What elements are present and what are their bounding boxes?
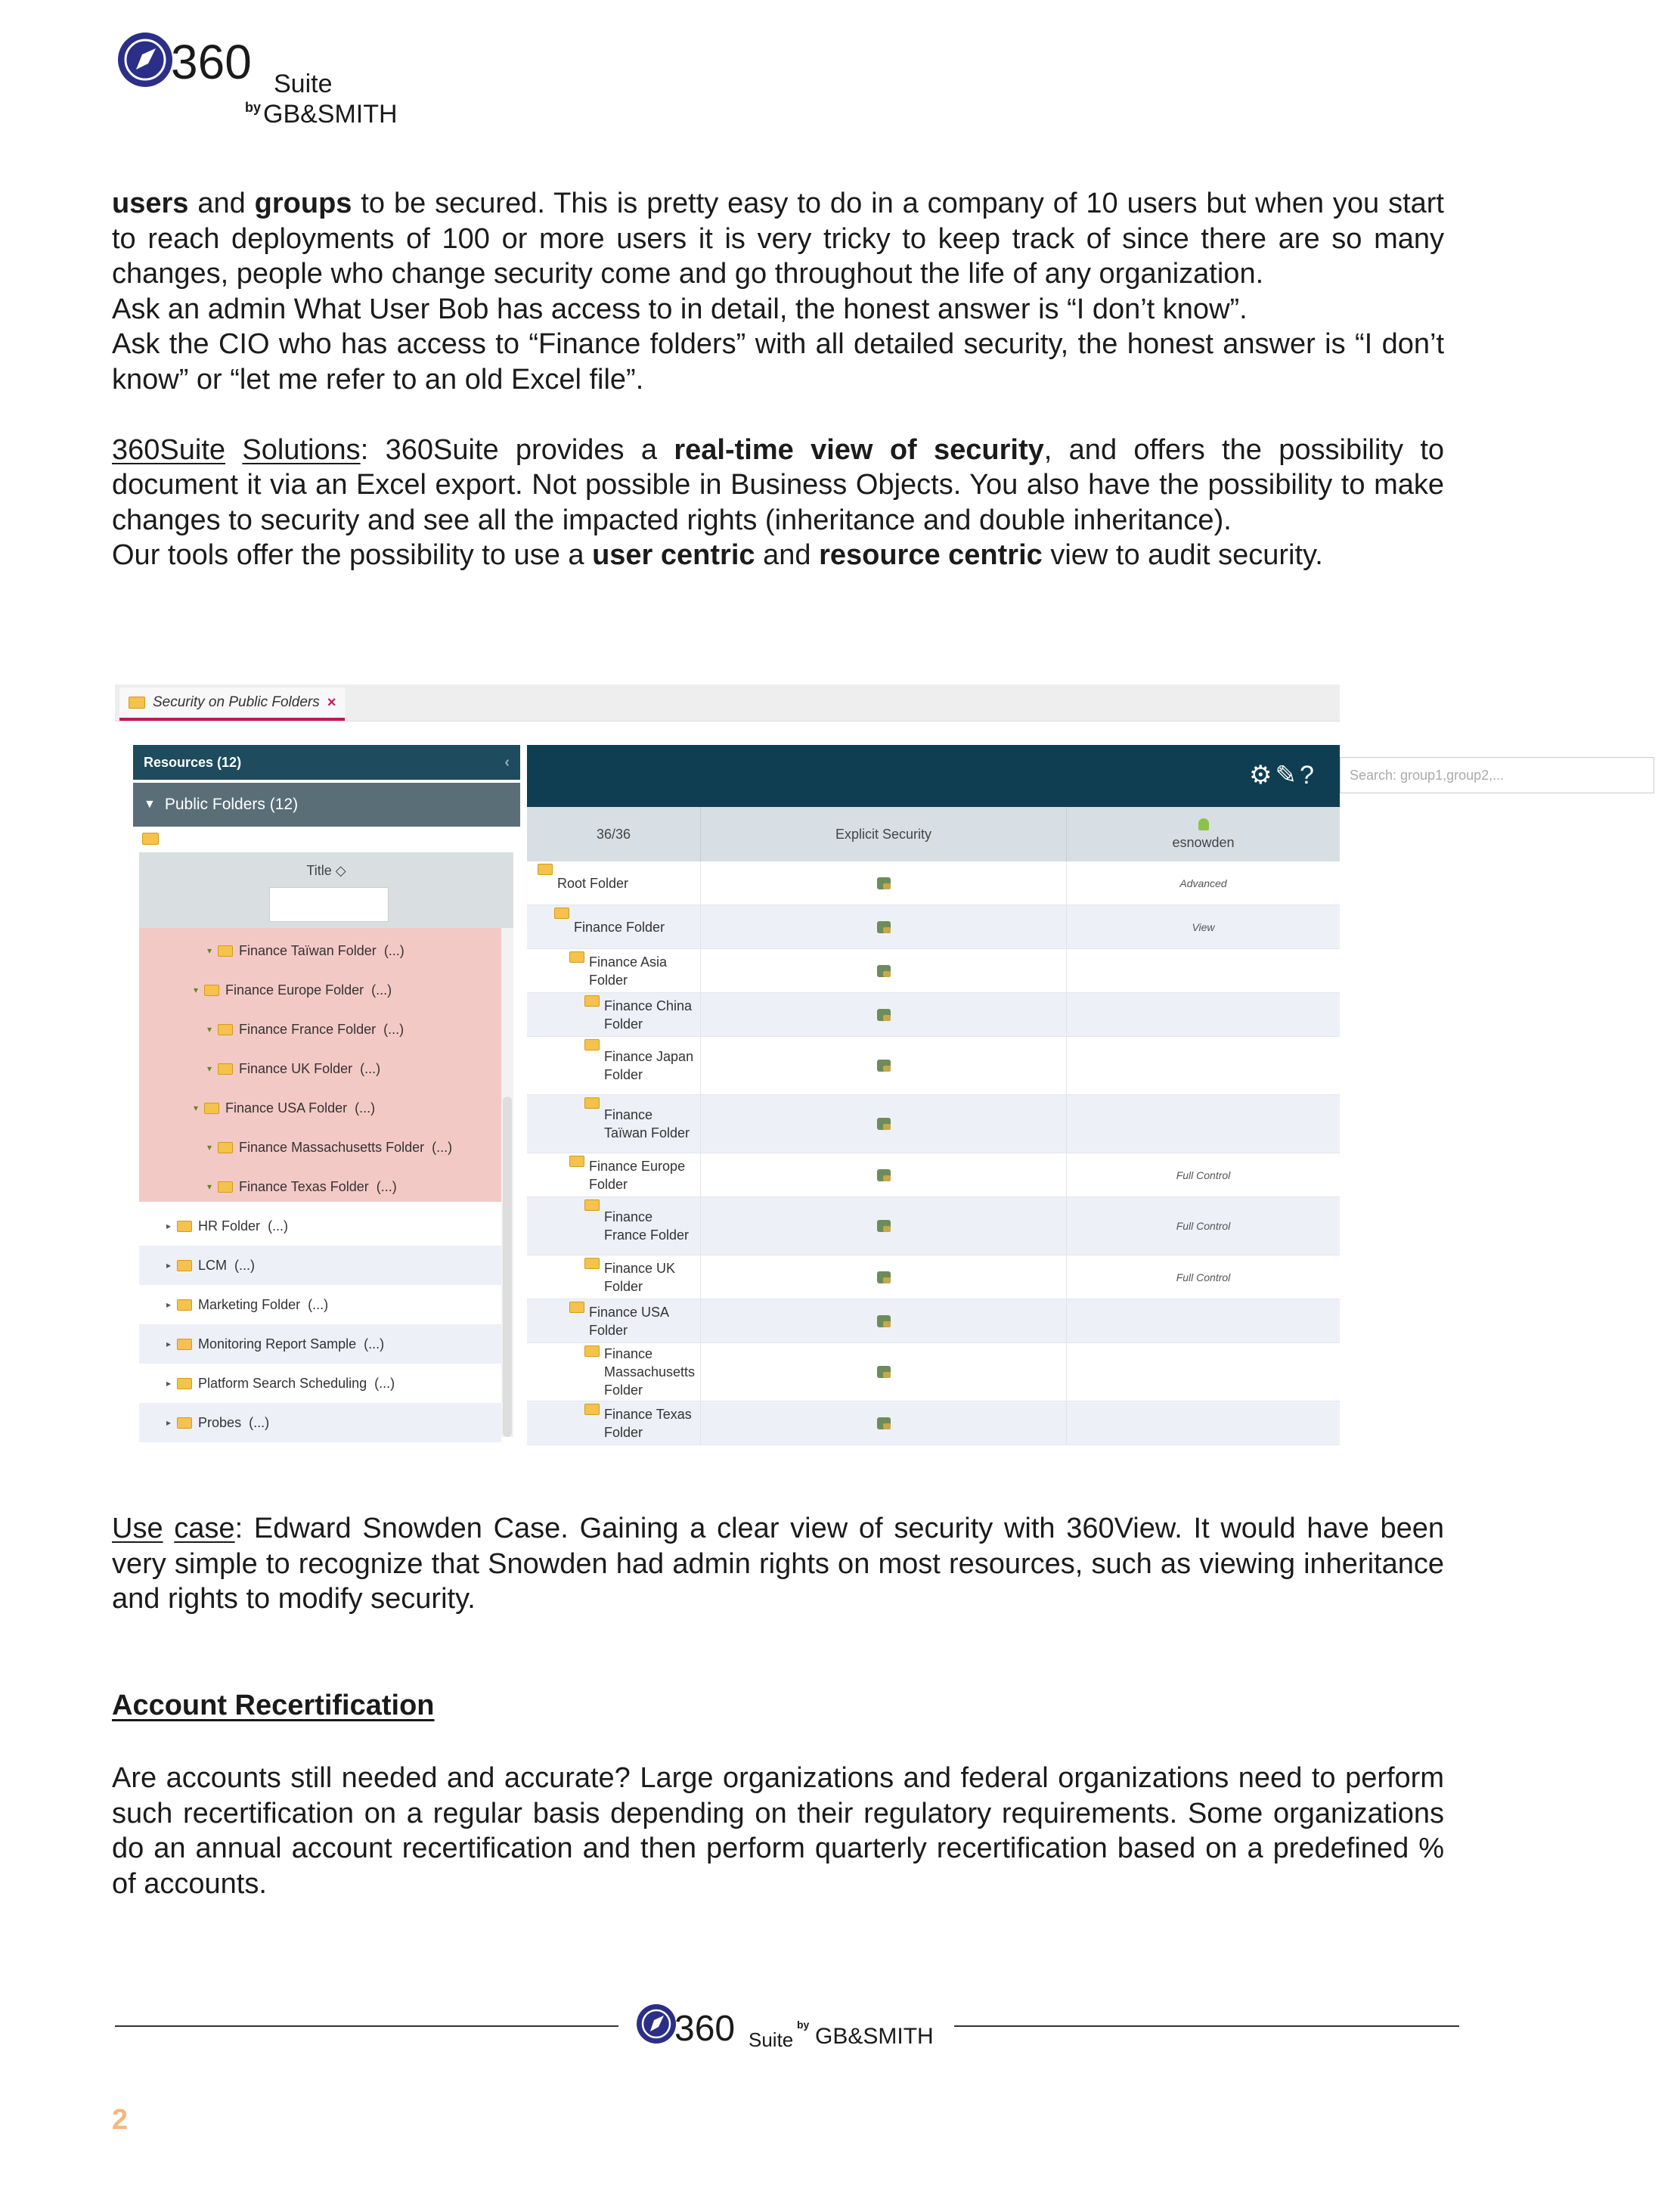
folder-icon	[177, 1417, 192, 1429]
security-group-icon[interactable]	[877, 1118, 891, 1130]
collapse-arrow-icon[interactable]: ▾	[194, 985, 199, 995]
collapse-arrow-icon[interactable]: ▾	[207, 945, 212, 956]
grid-row[interactable]	[527, 1401, 1340, 1445]
svg-text:360: 360	[674, 2009, 736, 2049]
tree-item[interactable]	[139, 1324, 501, 1364]
security-group-icon[interactable]	[877, 921, 891, 933]
security-group-icon[interactable]	[877, 1271, 891, 1283]
tree-item-more[interactable]: (...)	[364, 1336, 385, 1352]
public-folders-node[interactable]: ▼ Public Folders (12)	[133, 783, 520, 827]
security-group-icon[interactable]	[877, 1315, 891, 1327]
paragraph-users-groups: users and groups to be secured. This is pretty easy to do in a company of 10 users but when you start to reach deployments of 100 or more users it is very tricky to keep track of since there are so many changes, people who change security come and go throughout the life of any organization.	[112, 188, 1444, 290]
360suite-logo	[113, 18, 401, 139]
folder-icon	[554, 908, 569, 919]
explicit-security-cell[interactable]	[701, 861, 1067, 905]
folder-name-cell	[527, 1299, 701, 1342]
tree-item-more[interactable]: (...)	[360, 1060, 381, 1076]
tree-item[interactable]	[139, 1246, 501, 1285]
tree-item[interactable]	[139, 931, 501, 970]
folder-icon	[177, 1339, 192, 1350]
grid-row[interactable]	[527, 1255, 1340, 1299]
tree-item-more[interactable]: (...)	[268, 1218, 289, 1234]
collapse-arrow-icon[interactable]: ▾	[207, 1024, 212, 1035]
footer-divider-right	[954, 2025, 1459, 2027]
tree-item[interactable]	[139, 970, 501, 1010]
security-group-icon[interactable]	[877, 1366, 891, 1378]
folder-icon	[218, 945, 233, 957]
chevron-down-icon: ▼	[144, 798, 156, 811]
explicit-security-cell[interactable]	[701, 1095, 1067, 1153]
tree-item-more[interactable]: (...)	[383, 1021, 405, 1037]
explicit-security-column[interactable]: Explicit Security	[701, 807, 1067, 861]
toolbar-icons[interactable]: ⚙✎?	[1249, 761, 1317, 790]
grid-row[interactable]	[527, 1153, 1340, 1197]
folder-icon	[218, 1181, 233, 1193]
tree-item-more[interactable]: (...)	[432, 1139, 453, 1155]
tree-item-label: Finance Europe Folder	[225, 982, 364, 998]
explicit-security-cell[interactable]	[701, 905, 1067, 948]
paragraph-solutions: 360Suite Solutions: 360Suite provides a real-time view of security, and offers the possibility to document it via an Excel export. Not possible in Business Objects. You also have the possibility to make changes to security and see all the impacted rights (inheritance and double inheritance).	[112, 433, 1445, 536]
folder-name: Root Folder	[557, 875, 629, 891]
collapse-arrow-icon[interactable]: ▾	[194, 1103, 199, 1113]
intro-text-block	[112, 186, 1444, 573]
explicit-security-cell[interactable]	[701, 949, 1067, 992]
tree-item-label: Finance Texas Folder	[239, 1178, 369, 1194]
folder-name-cell	[527, 861, 701, 905]
explicit-security-cell[interactable]	[701, 1037, 1067, 1094]
grid-row[interactable]	[527, 861, 1340, 905]
tab-label: Security on Public Folders	[153, 694, 320, 710]
explicit-security-cell[interactable]	[701, 1401, 1067, 1445]
folder-name: Finance UK Folder	[604, 1260, 676, 1294]
svg-text:Suite: Suite	[749, 2028, 794, 2051]
tree-item-more[interactable]: (...)	[371, 982, 392, 998]
expand-arrow-icon[interactable]: ▸	[166, 1378, 172, 1389]
tree-item-more[interactable]: (...)	[374, 1375, 395, 1391]
user-right-cell[interactable]	[1067, 1343, 1340, 1401]
folder-icon	[177, 1260, 192, 1271]
section-heading: Account Recertification	[112, 1690, 435, 1721]
expand-arrow-icon[interactable]: ▸	[166, 1417, 172, 1428]
folder-icon	[218, 1142, 233, 1153]
folder-icon	[218, 1024, 233, 1035]
tree-item-label: Platform Search Scheduling	[198, 1375, 367, 1391]
user-right-cell[interactable]: Full Control	[1176, 1168, 1231, 1181]
folder-name-cell	[527, 905, 701, 948]
collapse-arrow-icon[interactable]: ▾	[207, 1181, 212, 1192]
title-filter-header	[139, 852, 513, 928]
folder-icon	[569, 1156, 584, 1167]
folder-name-cell	[527, 1095, 701, 1153]
folder-name: Finance Asia Folder	[589, 954, 668, 988]
tree-item-label: Finance Taïwan Folder	[239, 942, 377, 958]
folder-icon	[177, 1378, 192, 1389]
folder-name: Finance USA Folder	[589, 1304, 669, 1338]
security-group-icon[interactable]	[877, 1169, 891, 1181]
folder-icon	[142, 833, 159, 845]
user-right-cell[interactable]	[1067, 1095, 1340, 1153]
user-right-cell[interactable]: Full Control	[1176, 1220, 1231, 1232]
folder-name-cell	[527, 949, 701, 992]
security-group-icon[interactable]	[877, 1417, 891, 1429]
folder-icon	[584, 995, 600, 1007]
tree-item[interactable]	[139, 1403, 501, 1442]
user-right-cell[interactable]	[1067, 993, 1340, 1036]
tree-item-label: Finance France Folder	[239, 1021, 377, 1037]
logo-360-text: 360	[171, 35, 252, 89]
security-group-icon[interactable]	[877, 1220, 891, 1232]
folder-icon	[538, 864, 553, 875]
folder-icon	[584, 1039, 600, 1051]
close-icon[interactable]: ×	[327, 694, 336, 711]
folder-name: Finance Texas Folder	[604, 1406, 692, 1440]
paragraph-tools: Our tools offer the possibility to use a user centric and resource centric view to audit security.	[112, 539, 1323, 571]
logo-suite-text: Suite	[274, 70, 333, 98]
explicit-security-cell[interactable]	[701, 1299, 1067, 1342]
title-column-label[interactable]: Title ◇	[306, 863, 346, 878]
security-grid-toolbar	[527, 745, 1680, 807]
paragraph-ask-admin: Ask an admin What User Bob has access to in detail, the honest answer is “I don’t know”.	[112, 293, 1248, 325]
tree-item-label: HR Folder	[198, 1218, 261, 1234]
footer-divider-left	[115, 2025, 618, 2027]
tree-item-more[interactable]: (...)	[376, 1178, 397, 1194]
chevron-left-icon[interactable]: ‹	[504, 753, 510, 771]
tree-item-label: Finance UK Folder	[239, 1060, 353, 1076]
folder-icon	[204, 985, 219, 996]
tree-item-label: LCM	[198, 1257, 228, 1273]
grid-row[interactable]	[527, 1299, 1340, 1343]
user-right-cell[interactable]	[1067, 1299, 1340, 1342]
user-right-cell[interactable]	[1067, 1037, 1340, 1094]
grid-row[interactable]	[527, 1197, 1340, 1255]
folder-icon	[569, 951, 584, 963]
tab-security-public-folders[interactable]	[119, 687, 345, 721]
folder-name-cell	[527, 1255, 701, 1299]
title-filter-input[interactable]	[269, 887, 389, 922]
tab-bar	[115, 684, 1340, 722]
paragraph-use-case: Use case: Edward Snowden Case. Gaining a clear view of security with 360View. It would have been very simple to recognize that Snowden had admin rights on most resources, such as viewing inheritance and rights to modify security.	[112, 1513, 1444, 1615]
security-group-icon[interactable]	[877, 965, 891, 977]
folder-icon	[584, 1258, 600, 1269]
tree-item[interactable]	[139, 1049, 501, 1088]
grid-row[interactable]	[527, 1037, 1340, 1095]
tree-item-label: Marketing Folder	[198, 1296, 301, 1312]
grid-row[interactable]	[527, 949, 1340, 993]
tree-scrollbar-thumb[interactable]	[503, 1097, 512, 1437]
security-group-icon[interactable]	[877, 877, 891, 889]
grid-row[interactable]	[527, 1095, 1340, 1153]
security-screenshot	[115, 684, 1680, 1440]
user-right-cell[interactable]: Full Control	[1176, 1271, 1231, 1283]
folder-icon	[204, 1103, 219, 1114]
explicit-security-cell[interactable]	[701, 993, 1067, 1036]
folder-name-cell	[527, 1401, 701, 1445]
collapse-arrow-icon[interactable]: ▾	[207, 1142, 212, 1153]
expand-arrow-icon[interactable]: ▸	[166, 1339, 172, 1349]
tree-item-more[interactable]: (...)	[308, 1296, 329, 1312]
search-input[interactable]: Search: group1,group2,...	[1340, 757, 1654, 793]
grid-row[interactable]	[527, 993, 1340, 1037]
explicit-security-cell[interactable]	[701, 1153, 1067, 1196]
footer-logo	[634, 1994, 936, 2062]
folder-icon	[584, 1345, 600, 1357]
tree-item-more[interactable]: (...)	[383, 942, 405, 958]
logo-by-text: by	[245, 100, 262, 115]
tree-item-more[interactable]: (...)	[355, 1100, 376, 1116]
tree-item-label: Finance Massachusetts Folder	[239, 1139, 425, 1155]
logo-brand-text: GB&SMITH	[263, 100, 398, 129]
user-right-cell[interactable]: Advanced	[1179, 877, 1227, 889]
tree-item-label: Monitoring Report Sample	[198, 1336, 357, 1352]
svg-text:by: by	[797, 2019, 810, 2031]
folder-name: Finance Taïwan Folder	[604, 1107, 690, 1140]
explicit-security-cell[interactable]	[701, 1255, 1067, 1299]
folder-icon	[584, 1199, 600, 1211]
tree-item[interactable]	[139, 1285, 501, 1324]
tree-item-more[interactable]: (...)	[234, 1257, 256, 1273]
grid-column-header	[527, 807, 1340, 861]
folder-icon	[218, 1063, 233, 1075]
grid-row[interactable]	[527, 1343, 1340, 1401]
expand-arrow-icon[interactable]: ▸	[166, 1299, 172, 1310]
page-number: 2	[112, 2104, 129, 2136]
folder-icon	[584, 1404, 600, 1415]
user-column[interactable]: esnowden	[1067, 807, 1340, 861]
grid-row[interactable]	[527, 905, 1340, 949]
resources-header[interactable]: Resources (12) ‹	[133, 745, 520, 780]
collapse-arrow-icon[interactable]: ▾	[207, 1063, 212, 1074]
search-icon[interactable]: ⚲	[1659, 759, 1680, 791]
user-right-cell[interactable]	[1067, 949, 1340, 992]
folder-name: Finance Japan Folder	[604, 1049, 694, 1082]
folder-name: Finance Folder	[574, 919, 665, 935]
folder-name: Finance Europe Folder	[589, 1158, 686, 1192]
tree-item[interactable]	[139, 1088, 501, 1128]
paragraph-recertification: Are accounts still needed and accurate? Large organizations and federal organizations need to perform such recertification on a regular basis depending on their regulatory requirements. Some organizations do an annual account recertification and then perform quarterly recertification based on a predefined % of accounts.	[112, 1762, 1444, 1900]
tree-item[interactable]	[139, 1167, 501, 1206]
expand-arrow-icon[interactable]: ▸	[166, 1260, 172, 1271]
folder-icon	[129, 697, 145, 709]
tree-item[interactable]	[139, 1364, 501, 1403]
folder-name-cell	[527, 993, 701, 1036]
folder-name: Finance Massachusetts Folder	[604, 1346, 696, 1398]
explicit-security-cell[interactable]	[701, 1197, 1067, 1255]
folder-icon	[569, 1302, 584, 1313]
tree-item[interactable]	[139, 1206, 501, 1246]
paragraph-ask-cio: Ask the CIO who has access to “Finance folders” with all detailed security, the honest answer is “I don’t know” or “let me refer to an old Excel file”.	[112, 328, 1444, 396]
svg-text:GB&SMITH: GB&SMITH	[815, 2024, 934, 2049]
folder-icon	[584, 1097, 600, 1109]
folder-icon	[177, 1221, 192, 1232]
count-column: 36/36	[527, 807, 701, 861]
recertification-block	[112, 1761, 1444, 1901]
use-case-block	[112, 1511, 1444, 1617]
folder-name-cell	[527, 1037, 701, 1094]
folder-name-cell	[527, 1197, 701, 1255]
folder-name: Finance France Folder	[604, 1209, 690, 1243]
tree-item-label: Probes	[198, 1414, 242, 1430]
tree-item[interactable]	[139, 1010, 501, 1049]
tree-item-label: Finance USA Folder	[225, 1100, 348, 1116]
folder-name-cell	[527, 1153, 701, 1196]
user-icon	[1198, 818, 1209, 830]
security-group-icon[interactable]	[877, 1009, 891, 1021]
folder-name: Finance China Folder	[604, 998, 693, 1032]
explicit-security-cell[interactable]	[701, 1343, 1067, 1401]
tree-item-more[interactable]: (...)	[249, 1414, 270, 1430]
user-right-cell[interactable]: View	[1192, 920, 1215, 933]
user-right-cell[interactable]	[1067, 1401, 1340, 1445]
folder-name-cell	[527, 1343, 701, 1401]
security-group-icon[interactable]	[877, 1060, 891, 1072]
expand-arrow-icon[interactable]: ▸	[166, 1221, 172, 1231]
tree-item[interactable]	[139, 1128, 501, 1167]
folder-icon	[177, 1299, 192, 1311]
